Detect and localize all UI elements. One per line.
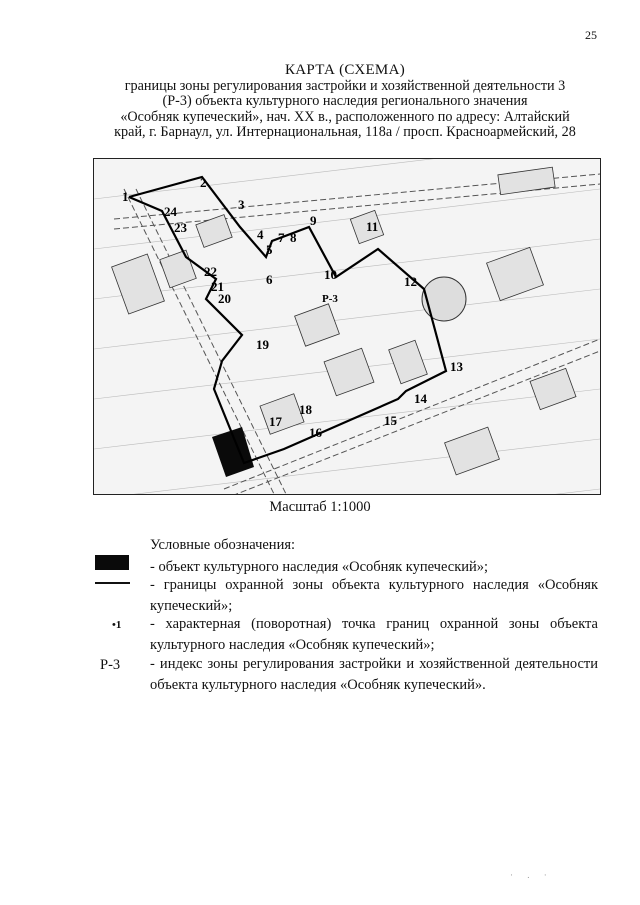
point-17-label: 17 [269, 414, 282, 429]
legend-item-boundary: - границы охранной зоны объекта культурного наследия «Особняк купеческий»; [150, 577, 598, 614]
point-13-label: 13 [450, 359, 463, 374]
legend-item-point: - характерная (поворотная) точка границ охранной зоны объекта культурного наследия «Особняк купеческий»; [150, 616, 598, 653]
page-number: 25 [585, 28, 597, 42]
point-15-label: 15 [384, 413, 397, 428]
legend-item-heritage-object: - объект культурного наследия «Особняк купеческий»; [150, 559, 489, 575]
point-23-label: 23 [174, 220, 187, 235]
title-line-3: (Р-3) объекта культурного наследия регионального значения [162, 93, 528, 109]
point-2-label: 2 [200, 175, 207, 190]
title-line-5: край, г. Барнаул, ул. Интернациональная, 118а / просп. Красноармейский, 28 [114, 124, 576, 140]
point-14-label: 14 [414, 391, 427, 406]
round-building [422, 277, 466, 321]
legend-point-symbol: •1 [112, 619, 122, 631]
scan-noise: · . · [510, 870, 553, 880]
title-line-4: «Особняк купеческий», нач. XX в., расположенного по адресу: Алтайский [120, 108, 570, 125]
legend-boundary-line-symbol [95, 582, 130, 584]
map-buildings [112, 167, 576, 475]
title-line-2: границы зоны регулирования застройки и хозяйственной деятельности 3 [124, 77, 566, 94]
point-8-label: 8 [290, 230, 297, 245]
point-16-label: 16 [309, 425, 322, 440]
point-6-label: 6 [266, 272, 273, 287]
legend-index-symbol: Р-3 [100, 657, 121, 673]
cadastral-map [93, 158, 601, 495]
point-21-label: 21 [211, 279, 224, 294]
point-5-label: 5 [266, 242, 273, 257]
point-9-label: 9 [310, 213, 317, 228]
point-4-label: 4 [257, 227, 264, 242]
point-22-label: 22 [204, 264, 217, 279]
legend-heritage-object-symbol [95, 555, 129, 570]
point-18-label: 18 [299, 402, 312, 417]
point-24-label: 24 [164, 204, 177, 219]
title-line-1: КАРТА (СХЕМА) [284, 62, 406, 78]
point-7-label: 7 [278, 230, 285, 245]
point-20-label: 20 [218, 291, 231, 306]
legend-item-index: - индекс зоны регулирования застройки и хозяйственной деятельности объекта культурного наследия «Особняк купеческий». [150, 656, 598, 693]
point-3-label: 3 [238, 197, 245, 212]
map-scale: Масштаб 1:1000 [269, 499, 371, 515]
legend-heading: Условные обозначения: [150, 537, 296, 553]
document-title [80, 63, 610, 141]
point-10-label: 10 [324, 267, 337, 282]
point-1-label: 1 [122, 189, 129, 204]
point-19-label: 19 [256, 337, 269, 352]
map-drawing [94, 159, 600, 494]
point-11-label: 11 [366, 219, 379, 234]
zone-index-label: Р-3 [322, 293, 338, 305]
point-12-label: 12 [404, 274, 417, 289]
